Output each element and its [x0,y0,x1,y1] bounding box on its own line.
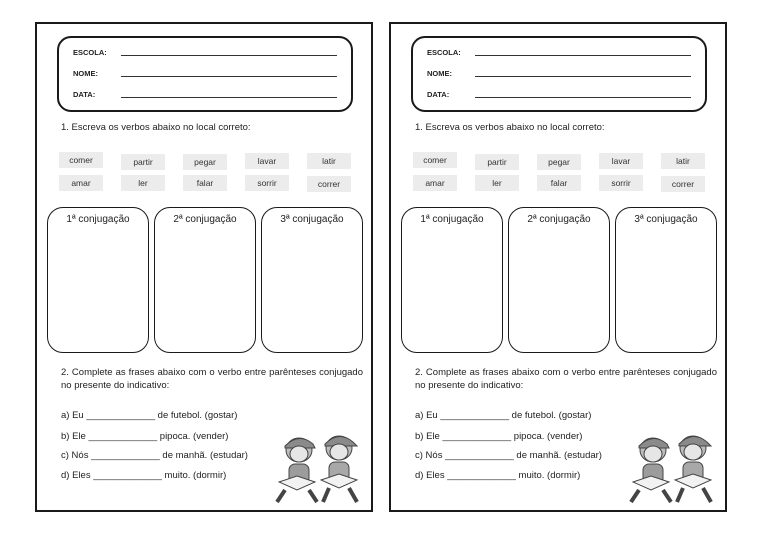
verb-chip: latir [307,153,351,169]
sentence-c: c) Nós _____________ de manhã. (estudar) [415,450,602,461]
verb-chip: falar [537,175,581,191]
conjugation-label: 3ª conjugação [634,214,698,225]
sentence-a: a) Eu _____________ de futebol. (gostar) [61,410,238,421]
date-label: DATA: [73,90,96,99]
verb-chip: amar [413,175,457,191]
verb-chip: falar [183,175,227,191]
conjugation-label: 2ª conjugação [527,214,591,225]
verb-chip: comer [59,152,103,168]
verb-chip: sorrir [599,175,643,191]
question-1-text: 1. Escreva os verbos abaixo no local correto: [415,122,605,133]
name-row [73,69,337,81]
school-label: ESCOLA: [73,48,107,57]
sentence-b: b) Ele _____________ pipoca. (vender) [415,431,583,442]
verb-chip: lavar [599,153,643,169]
verb-chip: partir [475,154,519,170]
header-box [411,36,707,112]
header-box [57,36,353,112]
question-2-text: 2. Complete as frases abaixo com o verbo entre parênteses conjugado no presente do indicativo: [415,367,717,391]
date-row [427,90,691,102]
sentence-d: d) Eles _____________ muito. (dormir) [415,470,581,481]
verb-chip: correr [307,176,351,192]
name-line [475,76,691,77]
name-row [427,69,691,81]
name-line [121,76,337,77]
question-2-text: 2. Complete as frases abaixo com o verbo entre parênteses conjugado no presente do indicativo: [61,367,363,391]
conjugation-box-1 [401,207,503,353]
verb-chip: lavar [245,153,289,169]
verb-chip: correr [661,176,705,192]
children-reading-illustration [629,430,719,506]
verb-chip: sorrir [245,175,289,191]
verb-chip: pegar [537,154,581,170]
conjugation-label: 1ª conjugação [66,214,130,225]
sentence-d: d) Eles _____________ muito. (dormir) [61,470,227,481]
conjugation-box-2 [508,207,610,353]
sentence-b: b) Ele _____________ pipoca. (vender) [61,431,229,442]
conjugation-box-3 [261,207,363,353]
verb-chip: ler [121,175,165,191]
conjugation-box-3 [615,207,717,353]
name-label: NOME: [427,69,452,78]
verb-chip: ler [475,175,519,191]
school-label: ESCOLA: [427,48,461,57]
conjugation-box-2 [154,207,256,353]
question-1-text: 1. Escreva os verbos abaixo no local correto: [61,122,251,133]
worksheet-left [35,22,373,512]
date-row [73,90,337,102]
conjugation-label: 2ª conjugação [173,214,237,225]
sentence-c: c) Nós _____________ de manhã. (estudar) [61,450,248,461]
verb-chip: latir [661,153,705,169]
conjugation-label: 3ª conjugação [280,214,344,225]
date-line [121,97,337,98]
verb-chip: pegar [183,154,227,170]
verb-chip: comer [413,152,457,168]
verb-chip: partir [121,154,165,170]
worksheet-right [389,22,727,512]
conjugation-box-1 [47,207,149,353]
school-row [73,48,337,60]
school-line [121,55,337,56]
school-line [475,55,691,56]
verb-chip: amar [59,175,103,191]
name-label: NOME: [73,69,98,78]
date-label: DATA: [427,90,450,99]
sentence-a: a) Eu _____________ de futebol. (gostar) [415,410,592,421]
conjugation-label: 1ª conjugação [420,214,484,225]
date-line [475,97,691,98]
children-reading-illustration [275,430,365,506]
school-row [427,48,691,60]
